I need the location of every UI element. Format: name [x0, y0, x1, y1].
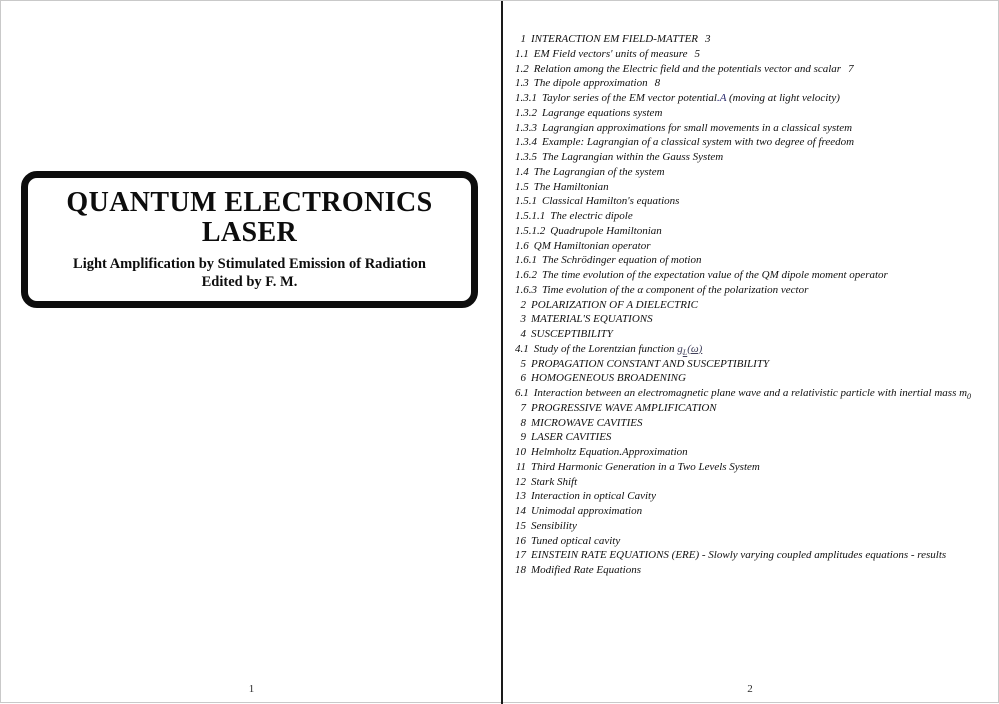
toc-entry-text: The Lagrangian within the Gauss System — [542, 151, 724, 163]
toc-entry — [515, 489, 995, 504]
page-number-left: 1 — [248, 683, 255, 695]
toc-entry — [515, 312, 995, 327]
toc-entry-number: 1 — [520, 33, 526, 45]
book-title-line1: QUANTUM ELECTRONICS — [66, 186, 433, 218]
toc-entry-number: 3 — [520, 313, 526, 326]
toc-entry-page: 8 — [654, 77, 661, 90]
toc-entry — [515, 135, 995, 150]
toc-entry-text: EM Field vectors' units of measure — [533, 47, 688, 60]
toc-entry-text-part: Interaction between an electromagnetic plane wave and a relativistic particle with inertial mass m — [533, 387, 968, 399]
toc-entry-link[interactable]: L — [682, 347, 688, 357]
toc-entry-text: Unimodal approximation — [531, 505, 643, 517]
toc-entry — [515, 342, 995, 357]
toc-entry-text: HOMOGENEOUS BROADENING — [531, 372, 686, 385]
toc-entry-number: 1.3 — [515, 77, 529, 90]
toc-entry-number: 13 — [515, 490, 526, 503]
toc-entry — [515, 224, 995, 239]
toc-entry-number: 9 — [520, 431, 526, 444]
toc-entry-text-part: Study of the Lorentzian function — [533, 342, 678, 355]
toc-entry — [515, 371, 995, 386]
book-edited-by: Edited by F. M. — [201, 274, 298, 291]
toc-entry — [515, 519, 995, 534]
toc-entry-number: 1.6 — [515, 239, 529, 252]
toc-entry-number: 14 — [515, 505, 526, 517]
toc-entry-text: Example: Lagrangian of a classical system with two degree of freedom — [542, 136, 855, 149]
toc-entry-number: 1.5.1.2 — [515, 224, 546, 237]
toc-entry-text: The Lagrangian of the system — [533, 165, 665, 178]
title-box — [21, 171, 478, 308]
toc-entry — [515, 253, 995, 268]
toc-entry-number: 2 — [520, 298, 526, 311]
toc-entry — [515, 121, 995, 136]
toc-entry-number: 6.1 — [515, 387, 529, 399]
toc-entry — [515, 91, 995, 106]
toc-entry-link[interactable]: (ω) — [687, 342, 703, 355]
toc-entry — [515, 62, 995, 77]
toc-entry-text: POLARIZATION OF A DIELECTRIC — [531, 298, 698, 311]
toc-entry-page: 5 — [694, 47, 701, 60]
book-title-line2: LASER — [201, 216, 298, 248]
toc-entry-number: 8 — [520, 416, 526, 429]
toc-entry-number: 15 — [515, 519, 526, 532]
toc-entry-text: INTERACTION EM FIELD-MATTER — [531, 33, 699, 45]
toc-entry — [515, 475, 995, 490]
toc-entry — [515, 504, 995, 519]
toc-entry — [515, 460, 995, 475]
toc-entry — [515, 209, 995, 224]
toc-entry — [515, 401, 995, 416]
toc-entry-text: Time evolution of the α component of the polarization vector — [542, 283, 809, 296]
toc-entry — [515, 194, 995, 209]
toc-entry-number: 7 — [520, 401, 526, 414]
toc-entry-number: 1.3.2 — [515, 106, 537, 119]
toc-entry-number: 1.4 — [515, 165, 529, 178]
toc-entry-number: 1.2 — [515, 62, 529, 75]
toc-entry-text-part: Taylor series of the EM vector potential — [542, 92, 717, 104]
toc-entry-number: 6 — [520, 372, 526, 385]
toc-entry-number: 11 — [515, 460, 526, 473]
toc-entry-text: Relation among the Electric field and the potentials vector and scalar — [533, 62, 842, 75]
toc-entry-text: The time evolution of the expectation value of the QM dipole moment operator — [542, 269, 888, 281]
toc-entry — [515, 239, 995, 254]
toc-entry-number: 1.3.1 — [515, 92, 537, 104]
toc-entry — [515, 548, 995, 563]
toc-entry-number: 12 — [515, 475, 526, 488]
toc-entry — [515, 430, 995, 445]
toc-entry-text: Lagrange equations system — [542, 106, 663, 119]
toc-entry-text: MATERIAL'S EQUATIONS — [531, 313, 653, 326]
toc-entry — [515, 298, 995, 313]
page-divider — [501, 1, 503, 704]
toc-entry-text: PROPAGATION CONSTANT AND SUSCEPTIBILITY — [531, 357, 770, 370]
toc-entry — [515, 534, 995, 549]
toc-entry — [515, 150, 995, 165]
book-subtitle: Light Amplification by Stimulated Emission of Radiation — [73, 256, 426, 273]
toc-entry — [515, 445, 995, 460]
toc-entry-number: 1.5 — [515, 180, 529, 193]
toc-entry-text: EINSTEIN RATE EQUATIONS (ERE) - Slowly varying coupled amplitudes equations - results — [531, 549, 947, 562]
toc-entry — [515, 268, 995, 283]
toc-entry-number: 4.1 — [515, 342, 529, 355]
toc-entry-page: 3 — [705, 33, 711, 45]
toc-entry — [515, 47, 995, 62]
toc-entry-number: 18 — [515, 564, 526, 576]
toc-entry-text: Modified Rate Equations — [531, 564, 641, 576]
toc-entry-number: 1.1 — [515, 47, 529, 60]
toc-entry-text-part: (moving at light velocity) — [726, 92, 840, 104]
toc-entry-number: 1.5.1.1 — [515, 210, 546, 222]
toc-entry-number: 1.3.4 — [515, 136, 537, 149]
toc-entry — [515, 563, 995, 578]
toc-list — [515, 32, 995, 578]
toc-entry-number: 16 — [515, 534, 526, 547]
toc-entry-number: 1.3.3 — [515, 121, 537, 134]
page-number-right: 2 — [747, 683, 753, 695]
toc-entry-text: Helmholtz Equation.Approximation — [531, 446, 688, 458]
toc-entry — [515, 165, 995, 180]
toc-entry-text: PROGRESSIVE WAVE AMPLIFICATION — [531, 401, 717, 414]
toc-entry-text — [542, 92, 840, 104]
toc-entry-number: 1.6.1 — [515, 254, 537, 267]
toc-entry-text: SUSCEPTIBILITY — [531, 328, 613, 340]
toc-entry-text — [533, 387, 972, 402]
toc-entry-text — [534, 343, 703, 355]
toc-entry-text: The electric dipole — [550, 210, 633, 222]
toc-entry-number: 1.6.2 — [515, 269, 537, 281]
toc-entry — [515, 283, 995, 298]
toc-entry-text: The dipole approximation — [533, 77, 648, 90]
toc-entry-text: Third Harmonic Generation in a Two Levels System — [531, 460, 760, 473]
toc-entry-number: 4 — [520, 328, 526, 340]
toc-entry-text: Tuned optical cavity — [531, 534, 621, 547]
toc-entry-text: Classical Hamilton's equations — [542, 195, 680, 208]
toc-entry-text: Quadrupole Hamiltonian — [550, 224, 662, 237]
toc-entry-text: QM Hamiltonian operator — [533, 239, 651, 252]
toc-entry — [515, 327, 995, 342]
toc-entry — [515, 106, 995, 121]
toc-entry — [515, 32, 995, 47]
toc-entry-page: 7 — [848, 62, 854, 75]
toc-entry-text: Interaction in optical Cavity — [531, 490, 656, 503]
toc-entry-text: Sensibility — [531, 519, 577, 532]
toc-entry-text: LASER CAVITIES — [531, 431, 612, 444]
toc-entry-number: 1.5.1 — [515, 195, 537, 208]
toc-entry-text: Lagrangian approximations for small movements in a classical system — [542, 121, 853, 134]
toc-entry-number: 17 — [515, 549, 526, 562]
toc-entry-text-part: 0 — [967, 392, 972, 402]
toc-entry-number: 1.6.3 — [515, 283, 537, 296]
toc-entry-text: The Hamiltonian — [533, 180, 609, 193]
toc-entry — [515, 386, 995, 401]
toc-entry — [515, 357, 995, 372]
toc-entry-text: Stark Shift — [531, 475, 578, 488]
toc-entry-text: MICROWAVE CAVITIES — [531, 416, 643, 429]
toc-entry — [515, 76, 995, 91]
toc-entry-number: 5 — [520, 357, 526, 370]
toc-entry-link[interactable]: g — [677, 342, 683, 355]
toc-entry — [515, 180, 995, 195]
toc-entry-number: 1.3.5 — [515, 151, 537, 163]
toc-entry — [515, 416, 995, 431]
toc-entry-number: 10 — [515, 446, 526, 458]
toc-entry-link[interactable]: .A — [716, 92, 727, 104]
toc-entry-text: The Schrödinger equation of motion — [542, 254, 702, 267]
